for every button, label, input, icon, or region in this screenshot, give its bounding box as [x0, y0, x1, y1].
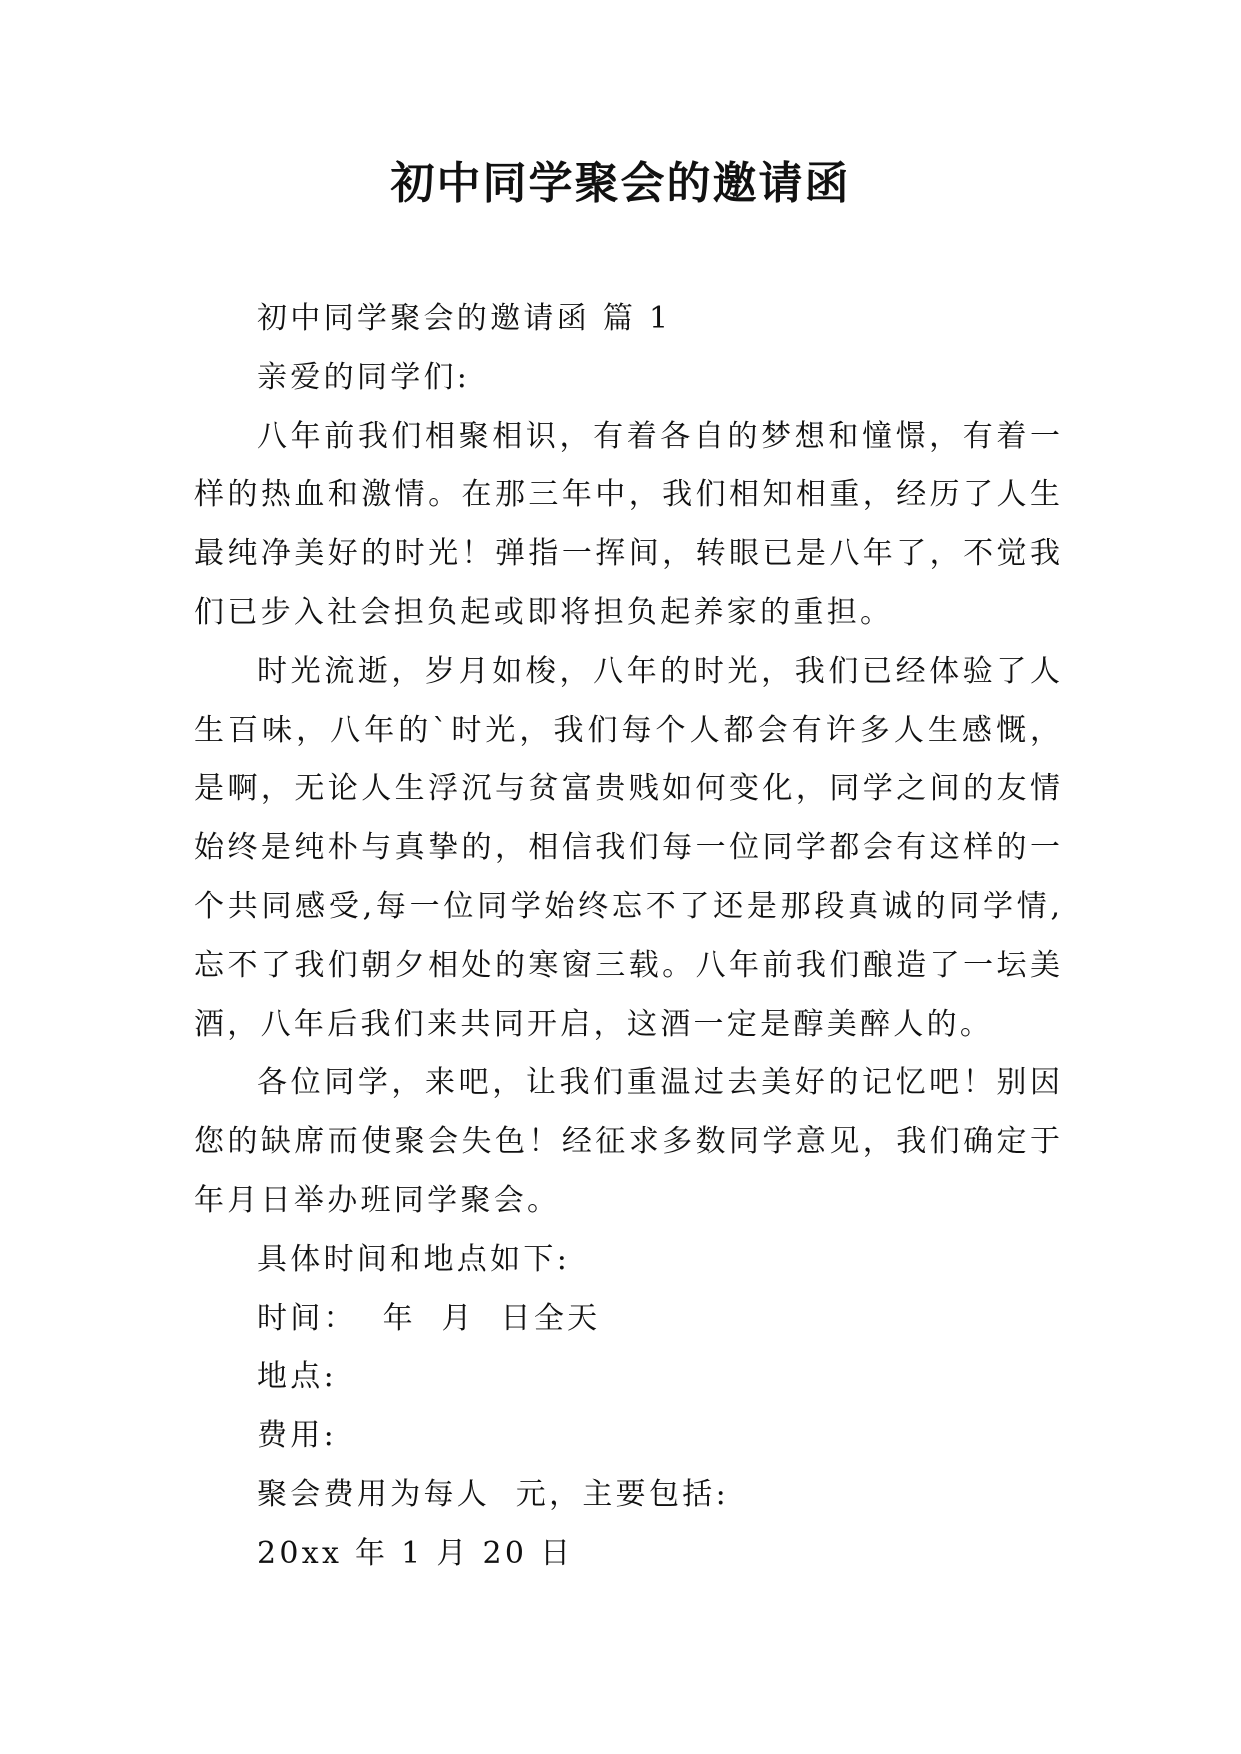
text-line: 初中同学聚会的邀请函 篇 1 — [257, 301, 672, 336]
paragraph-fee — [194, 1407, 1060, 1466]
text-line: 时光流逝，岁月如梭，八年的时光，我们已经体验了人 — [257, 653, 1060, 689]
text-line: 酒，八年后我们来共同开启，这酒一定是醇美醉人的。 — [194, 1006, 994, 1042]
paragraph — [194, 408, 1060, 643]
text-line: 时间： 年 月 日全天 — [257, 1300, 601, 1336]
paragraph-fee-detail — [194, 1466, 1060, 1525]
paragraph-location — [194, 1348, 1060, 1407]
text-line: 费用: — [257, 1418, 338, 1454]
text-line: 具体时间和地点如下: — [257, 1241, 571, 1277]
paragraph-time — [194, 1290, 1060, 1349]
text-line: 20xx 年 1 月 20 日 — [257, 1535, 574, 1571]
document-body — [194, 290, 1060, 1584]
page-title: 初中同学聚会的邀请函 — [390, 158, 851, 209]
text-line: 生百味，八年的`时光，我们每个人都会有许多人生感慨， — [194, 712, 1060, 748]
text-line: 是啊，无论人生浮沉与贫富贵贱如何变化，同学之间的友情 — [194, 771, 1060, 807]
text-line: 您的缺席而使聚会失色！经征求多数同学意见，我们确定于 — [194, 1124, 1060, 1160]
paragraph — [194, 1054, 1060, 1230]
paragraph-heading — [194, 290, 1060, 349]
text-line: 最纯净美好的时光！弹指一挥间，转眼已是八年了，不觉我 — [194, 536, 1060, 572]
text-line: 们已步入社会担负起或即将担负起养家的重担。 — [194, 594, 894, 630]
text-line: 年月日举办班同学聚会。 — [194, 1182, 561, 1218]
text-line: 始终是纯朴与真挚的，相信我们每一位同学都会有这样的一 — [194, 830, 1060, 866]
text-line: 样的热血和激情。在那三年中，我们相知相重，经历了人生 — [194, 477, 1060, 513]
text-line: 亲爱的同学们: — [257, 359, 471, 395]
text-line: 忘不了我们朝夕相处的寒窗三载。八年前我们酿造了一坛美 — [194, 947, 1060, 983]
paragraph-date — [194, 1525, 1060, 1584]
text-line: 个共同感受,每一位同学始终忘不了还是那段真诚的同学情, — [194, 888, 1060, 924]
paragraph — [194, 643, 1060, 1055]
paragraph-salutation — [194, 349, 1060, 408]
text-line: 地点: — [257, 1359, 338, 1395]
text-line: 各位同学，来吧，让我们重温过去美好的记忆吧！别因 — [257, 1065, 1060, 1101]
text-line: 八年前我们相聚相识，有着各自的梦想和憧憬，有着一 — [257, 418, 1060, 454]
paragraph-details-intro — [194, 1231, 1060, 1290]
text-line: 聚会费用为每人 元，主要包括: — [257, 1476, 729, 1512]
